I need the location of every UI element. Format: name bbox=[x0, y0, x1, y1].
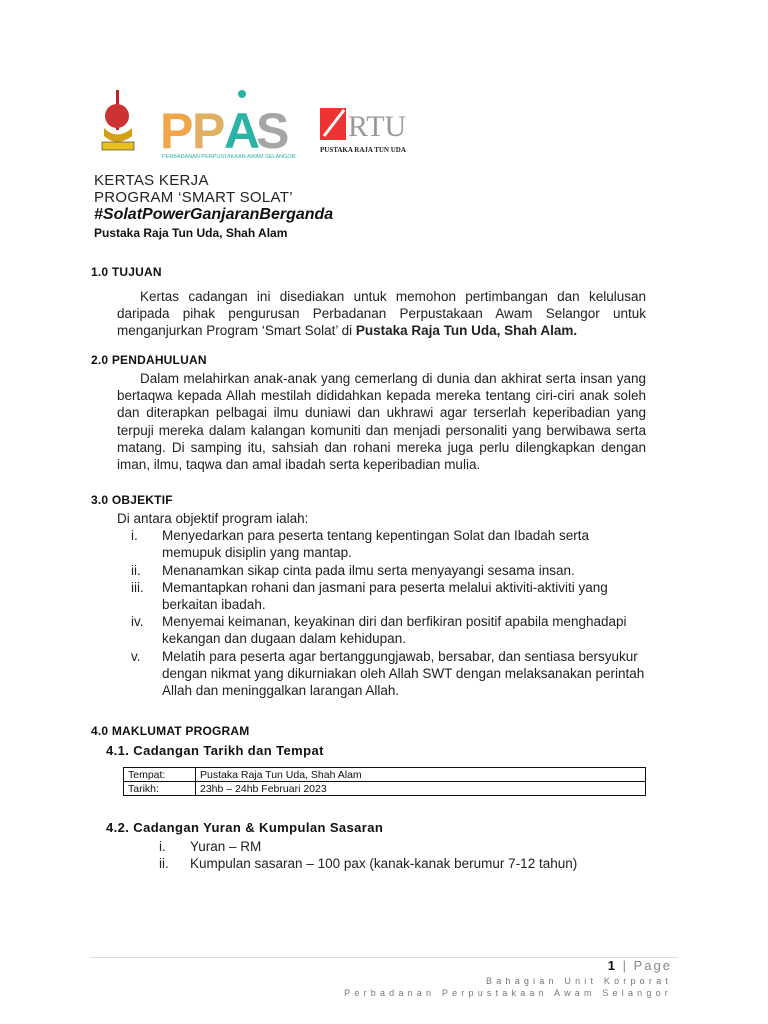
text-line: Menanamkan sikap cinta pada ilmu serta menyayangi sesama insan. bbox=[162, 562, 575, 578]
doc-type: KERTAS KERJA bbox=[94, 172, 209, 189]
program-title: PROGRAM ‘SMART SOLAT’ bbox=[94, 189, 293, 206]
list-number: ii. bbox=[159, 856, 169, 872]
list-number: iv. bbox=[131, 614, 144, 630]
footer-organisation: Perbadanan Perpustakaan Awam Selangor bbox=[344, 988, 672, 998]
text-line: dan diterapkan pelbagai ilmu duniawi dan ukhrawi agar terserlah keperibadian yang bbox=[117, 405, 646, 421]
svg-text:PUSTAKA RAJA TUN UDA: PUSTAKA RAJA TUN UDA bbox=[320, 146, 406, 154]
table-label: Tarikh: bbox=[124, 782, 196, 796]
list-number: iii. bbox=[131, 579, 144, 595]
list-item bbox=[117, 562, 647, 579]
section-maklumat-heading: 4.0 MAKLUMAT PROGRAM bbox=[91, 724, 250, 738]
venue-bold: Pustaka Raja Tun Uda, Shah Alam bbox=[355, 323, 574, 339]
list-item bbox=[117, 855, 647, 872]
list-item bbox=[117, 613, 647, 647]
ptu-logo bbox=[320, 108, 407, 154]
yuran-list bbox=[117, 838, 647, 872]
text-line: berkaitan ibadah. bbox=[162, 597, 266, 613]
text-line: terpuji mereka dalam kalangan komuniti dan menjadi personaliti yang berwibawa serta bbox=[117, 422, 646, 438]
text: menganjurkan Program ‘Smart Solat’ di bbox=[117, 323, 356, 339]
text-line: Memantapkan rohani dan jasmani para peserta melalui aktiviti-aktiviti yang bbox=[162, 579, 608, 595]
table-label: Tempat: bbox=[124, 768, 196, 782]
text-line: Dalam melahirkan anak-anak yang cemerlang di dunia dan akhirat serta insan yang bbox=[140, 371, 646, 386]
list-number: i. bbox=[131, 528, 138, 544]
text-line: dengan nikmat yang dikurniakan oleh Allah SWT dengan melaksanakan perintah bbox=[162, 665, 645, 681]
svg-text:S: S bbox=[256, 103, 290, 158]
page-label: | Page bbox=[622, 958, 672, 973]
list-number: ii. bbox=[131, 562, 141, 578]
subsection-tarikh-heading: 4.1. Cadangan Tarikh dan Tempat bbox=[106, 743, 324, 758]
svg-text:RTU: RTU bbox=[348, 110, 407, 143]
text-line: kekangan dan dugaan dalam kehidupan. bbox=[162, 631, 406, 647]
section-tujuan-body bbox=[117, 288, 646, 340]
svg-text:A: A bbox=[224, 103, 261, 158]
logos-image bbox=[100, 86, 410, 158]
list-item bbox=[117, 527, 647, 561]
text-line: matang. Di samping itu, sahsiah dan rohani mereka juga perlu dilengkapkan dengan bbox=[117, 439, 646, 455]
text-line: memupuk disiplin yang mantap. bbox=[162, 545, 352, 561]
objective-intro: Di antara objektif program ialah: bbox=[117, 511, 309, 526]
venue-subtitle: Pustaka Raja Tun Uda, Shah Alam bbox=[94, 226, 288, 240]
objective-list bbox=[117, 510, 647, 699]
text-line: bertaqwa kepada Allah mestilah dididahkan kepada mereka tentang ciri-ciri anak soleh bbox=[117, 388, 646, 404]
selangor-crest-logo bbox=[102, 90, 134, 150]
list-number: i. bbox=[159, 839, 166, 854]
svg-text:PERBADANAN PERPUSTAKAAN AWAM S: PERBADANAN PERPUSTAKAAN AWAM SELANGOR bbox=[162, 154, 296, 158]
logo-bar bbox=[100, 86, 410, 158]
text-line bbox=[117, 322, 646, 339]
text-line: Menyedarkan para peserta tentang kepentingan Solat dan Ibadah serta bbox=[162, 528, 590, 544]
text-line: Kumpulan sasaran – 100 pax (kanak-kanak berumur 7-12 tahun) bbox=[190, 856, 578, 872]
hashtag: #SolatPowerGanjaranBerganda bbox=[94, 206, 334, 223]
section-pendahuluan-heading: 2.0 PENDAHULUAN bbox=[91, 353, 207, 367]
text-line: Menyemai keimanan, keyakinan diri dan berfikiran positif apabila menghadapi bbox=[162, 614, 627, 630]
text-line: daripada pihak pengurusan Perbadanan Perpustakaan Awam Selangor untuk bbox=[117, 306, 646, 322]
ppas-logo bbox=[160, 90, 296, 158]
svg-text:P: P bbox=[192, 103, 226, 158]
text-line: Yuran – RM bbox=[190, 839, 262, 854]
text-line: Kertas cadangan ini disediakan untuk memohon pertimbangan dan kelulusan bbox=[140, 289, 646, 304]
date-venue-table bbox=[123, 767, 646, 796]
text-line: Melatih para peserta agar bertanggungjawab, bersabar, dan sentiasa bersyukur bbox=[162, 648, 638, 664]
section-objektif-heading: 3.0 OBJEKTIF bbox=[91, 493, 173, 507]
text: . bbox=[573, 323, 578, 339]
subsection-yuran-heading: 4.2. Cadangan Yuran & Kumpulan Sasaran bbox=[106, 820, 384, 835]
text-line: iman, ilmu, taqwa dan amal ibadah serta keperibadian mulia. bbox=[117, 457, 481, 473]
table-row bbox=[124, 782, 646, 796]
list-item bbox=[117, 838, 647, 855]
page-number bbox=[608, 958, 672, 973]
section-pendahuluan-body bbox=[117, 370, 646, 473]
table-value: Pustaka Raja Tun Uda, Shah Alam bbox=[196, 768, 646, 782]
list-item bbox=[117, 648, 647, 700]
list-number: v. bbox=[131, 648, 141, 664]
page-num: 1 bbox=[607, 958, 618, 973]
list-item bbox=[117, 579, 647, 613]
svg-text:P: P bbox=[160, 103, 194, 158]
footer-department: Bahagian Unit Korporat bbox=[486, 976, 672, 986]
table-row bbox=[124, 768, 646, 782]
text-line: Allah dan meninggalkan larangan Allah. bbox=[162, 683, 400, 699]
footer-divider bbox=[90, 957, 678, 958]
section-tujuan-heading: 1.0 TUJUAN bbox=[91, 265, 162, 279]
table-value: 23hb – 24hb Februari 2023 bbox=[196, 782, 646, 796]
